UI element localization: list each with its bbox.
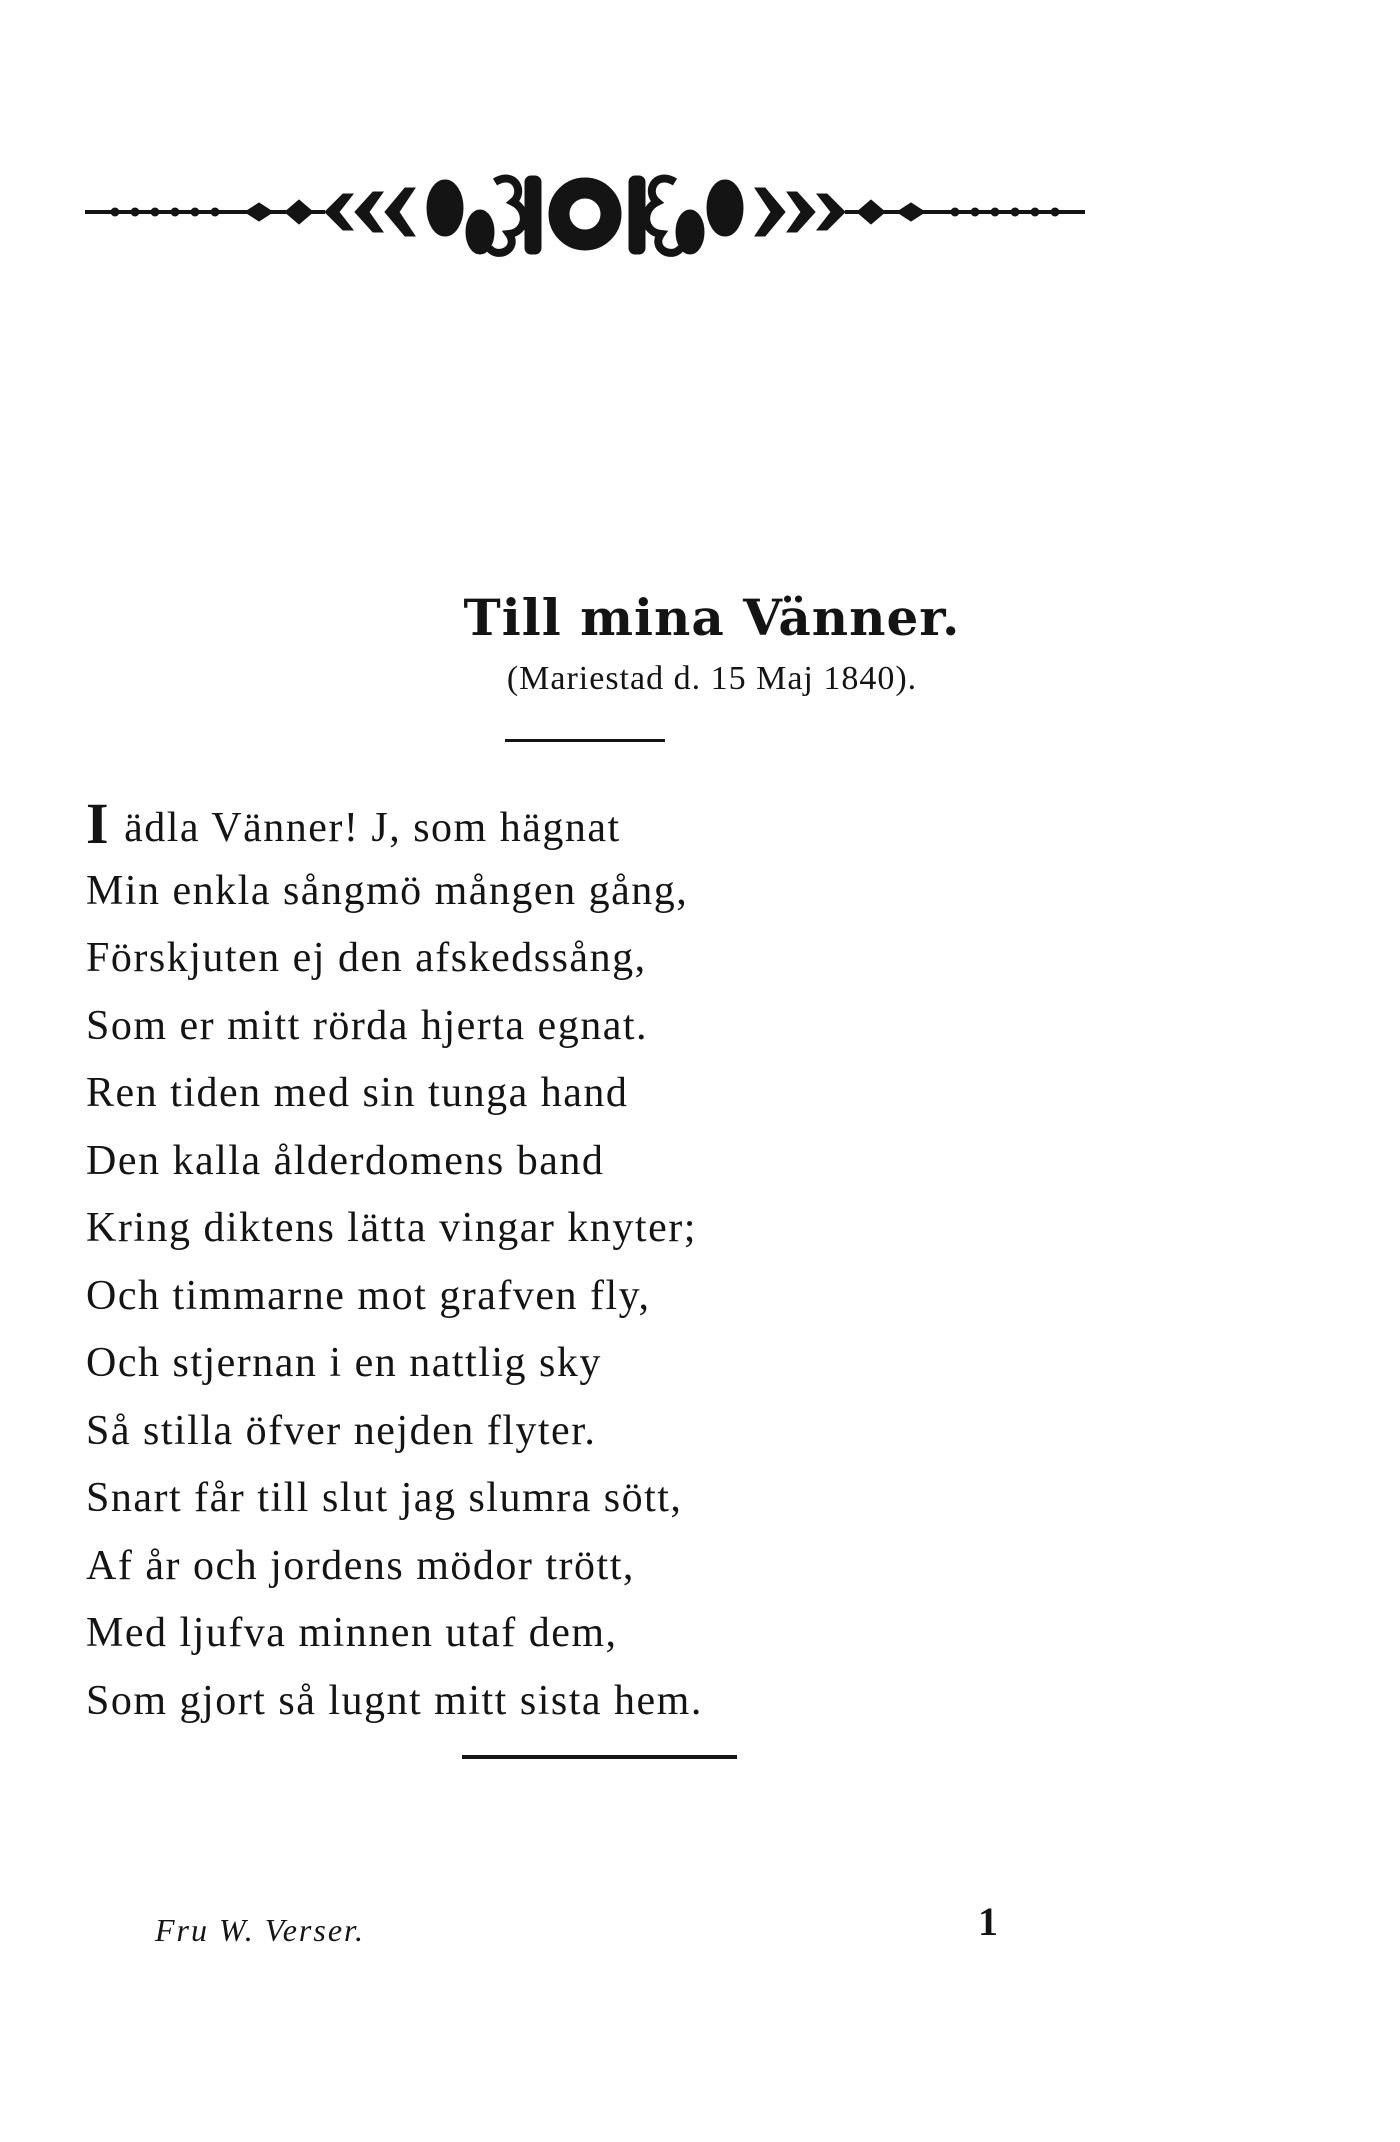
title-divider — [505, 739, 665, 742]
end-divider — [462, 1755, 737, 1759]
poem-line — [86, 790, 1186, 858]
poem-line: Förskjuten ej den afskedssång, — [86, 935, 647, 981]
poem-line: Den kalla ålderdomens band — [86, 1137, 605, 1184]
poem-line: Min enkla sångmö mången gång, — [86, 867, 689, 914]
drop-cap: I — [86, 791, 111, 856]
poem-line: Ren tiden med sin tunga hand — [86, 1070, 629, 1116]
poem-line: Så stilla öfver nejden flyter. — [86, 1407, 597, 1454]
poem-line: Och stjernan i en nattlig sky — [86, 1340, 602, 1386]
decorative-ornament — [85, 162, 1085, 272]
poem-title: Till mina Vänner. — [463, 588, 961, 647]
signature-line: Fru W. Verser. — [155, 1912, 365, 1948]
poem-line: Med ljufva minnen utaf dem, — [86, 1610, 618, 1656]
poem-line: Som gjort så lugnt mitt sista hem. — [86, 1677, 703, 1724]
poem-line: Snart får till slut jag slumra sött, — [86, 1475, 683, 1521]
poem-line-text: ädla Vänner! J, som hägnat — [124, 805, 621, 851]
poem-line: Och timmarne mot grafven fly, — [86, 1272, 651, 1319]
poem-line: Af år och jordens mödor trött, — [86, 1542, 635, 1589]
poem-subtitle: (Mariestad d. 15 Maj 1840). — [506, 660, 918, 697]
poem-body — [86, 790, 1186, 1735]
poem-line: Kring diktens lätta vingar knyter; — [86, 1205, 697, 1251]
page-number: 1 — [978, 1899, 998, 1944]
poem-line: Som er mitt rörda hjerta egnat. — [86, 1002, 649, 1049]
